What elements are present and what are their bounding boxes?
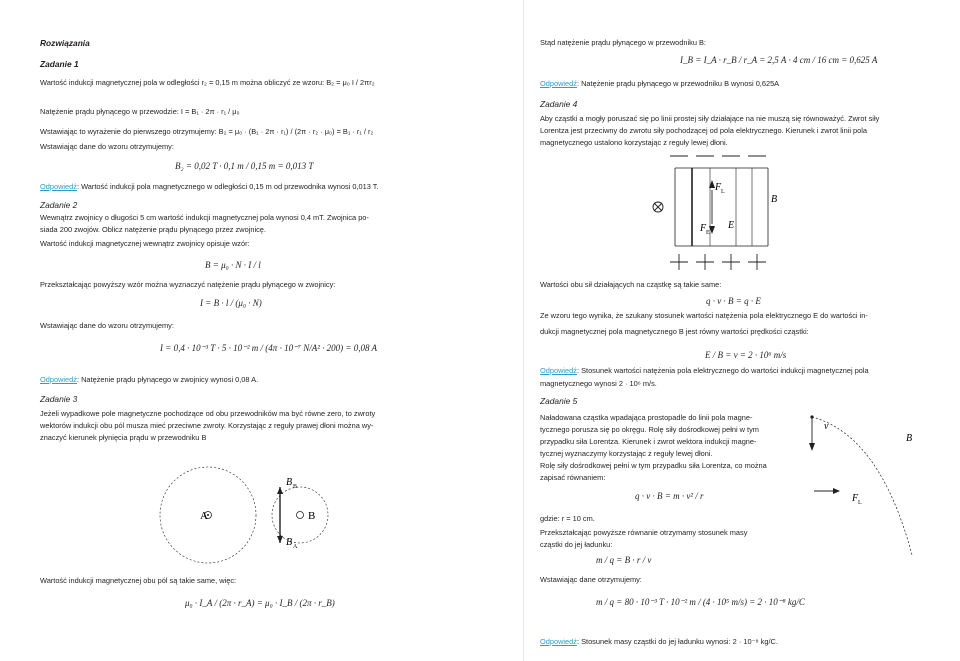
z4-b-label: B: [771, 194, 778, 205]
page-title: Rozwiązania: [40, 38, 90, 48]
z2-p2: Wartość indukcji magnetycznej wewnątrz zwojnicy opisuje wzór:: [40, 239, 250, 248]
z3-p1a: Jeżeli wypadkowe pole magnetyczne pochodzące od obu przewodników ma być równe zero, to zwroty: [40, 409, 376, 418]
z4-fl-sub: L: [721, 189, 725, 195]
z2-eq3: I = 0,4 · 10⁻³ T · 5 · 10⁻² m / (4π · 10⁻⁷ N/A² · 200) = 0,08 A: [160, 343, 378, 353]
column-divider: [523, 0, 524, 661]
z3-label-a: A: [200, 510, 208, 522]
z3-vector-bb: B: [286, 477, 293, 488]
z5-p2b: zapisać równaniem:: [540, 473, 606, 482]
z5-eq3: m / q = 80 · 10⁻³ T · 10⁻² m / (4 · 10⁵ m/s) = 2 · 10⁻⁸ kg/C: [596, 597, 805, 607]
z4-e-label: E: [728, 220, 735, 231]
z4-answer: [540, 367, 869, 376]
z5-diagram: [800, 405, 940, 565]
z3-p2: Wartość indukcji magnetycznej obu pól są takie same, więc:: [40, 576, 237, 585]
z5-answer-label: Odpowiedź: [540, 637, 577, 646]
z4-p2: Wartości obu sił działających na cząstkę są takie same:: [540, 280, 722, 289]
z5-force-arrow-icon: [833, 488, 840, 494]
z2-p1a: Wewnątrz zwojnicy o długości 5 cm wartość indukcji magnetycznej pola wynosi 0,4 mT. Zwojnica po-: [40, 213, 369, 222]
z4-p1a: Aby cząstki a mogły poruszać się po linii prostej siły działające na nie muszą się równoważyć. Zwrot siły: [540, 114, 880, 123]
z3-heading: Zadanie 3: [40, 394, 78, 404]
z5-velocity-arrow-icon: [809, 443, 815, 451]
z3-diagram: [140, 447, 380, 569]
z2-p4: Wstawiając dane do wzoru otrzymujemy:: [40, 321, 174, 330]
z5-p1d: tycznej wyznaczymy korzystając z reguły lewej dłoni.: [540, 449, 713, 458]
z5-particle-icon: [810, 415, 813, 418]
z5-p4a: Przekształcając powyższe równanie otrzymamy stosunek masy: [540, 528, 748, 537]
z3-p1c: znaczyć kierunek płynięcia prądu w przewodniku B: [40, 433, 207, 442]
z5-f-label: F: [852, 493, 859, 504]
z1-p2: Natężenie prądu płynącego w przewodzie: I = B₁ · 2π · r₁ / μ₀: [40, 107, 240, 116]
z5-p2a: Rolę siły dośrodkowej pełni w tym przypadku siła Lorentza, co można: [540, 461, 767, 470]
z3-arrow-up-icon: [277, 487, 283, 494]
z1-p3: Wstawiając to wyrażenie do pierwszego otrzymujemy: B₂ = μ₀ · (B₁ · 2π · r₁) / (2π · r₂ · μ₀) = B₁ · r₁ / r₂: [40, 127, 374, 136]
z5-f-sub: L: [858, 500, 862, 506]
z4-diagram: [640, 150, 800, 274]
z4-answer-label: Odpowiedź: [540, 366, 577, 375]
z5-p1b: tycznego porusza się po okręgu. Rolę siły dośrodkowej pełni w tym: [540, 425, 759, 434]
z3c-answer-label: Odpowiedź: [540, 79, 577, 88]
z5-answer: [540, 638, 778, 647]
z4-fe-sub: E: [706, 230, 710, 236]
z3-arrow-down-icon: [277, 536, 283, 543]
z2-eq1: B = μ₀ · N · I / l: [205, 260, 261, 270]
z5-p5: Wstawiając dane otrzymujemy:: [540, 575, 642, 584]
z5-eq2: m / q = B · r / v: [596, 555, 652, 565]
z2-eq2: I = B · l / (μ₀ · N): [200, 298, 262, 308]
z1-answer-label: Odpowiedź: [40, 182, 77, 191]
z1-answer-text: : Wartość indukcji pola magnetycznego w odległości 0,15 m od przewodnika wynosi 0,013 T.: [76, 182, 379, 191]
z3-vector-bb-sub: B: [293, 484, 298, 490]
z4-heading: Zadanie 4: [540, 99, 578, 109]
z5-p3: gdzie: r = 10 cm.: [540, 514, 595, 523]
z3-eq: μ₀ · I_A / (2π · r_A) = μ₀ · I_B / (2π · r_B): [185, 598, 335, 608]
z4-plus-plate: [670, 254, 766, 270]
z1-intro: Wartość indukcji magnetycznej pola w odległości r₂ = 0,15 m można obliczyć ze wzoru: B₂ = μ₀ I / 2πr₂: [40, 78, 375, 87]
z4-eq1: q · v · B = q · E: [706, 296, 761, 306]
z5-p1a: Naładowana cząstka wpadająca prostopadle do linii pola magne-: [540, 413, 753, 422]
z1-answer: [40, 183, 379, 192]
z1-equation: B₂ = 0,02 T · 0,1 m / 0,15 m = 0,013 T: [175, 161, 314, 171]
z2-p3: Przekształcając powyższy wzór można wyznaczyć natężenie prądu płynącego w zwojnicy:: [40, 280, 336, 289]
z2-heading: Zadanie 2: [40, 200, 78, 210]
z5-answer-text: : Stosunek masy cząstki do jej ładunku wynosi: 2 · 10⁻⁸ kg/C.: [576, 637, 778, 646]
z3c-eq: I_B = I_A · r_B / r_A = 2,5 A · 4 cm / 16 cm = 0,625 A: [680, 55, 878, 65]
z4-fl-label: F: [715, 182, 722, 193]
z2-p1b: siada 200 zwojów. Oblicz natężenie prądu płynącego przez zwojnicę.: [40, 225, 266, 234]
z4-p3b: dukcji magnetycznej pola magnetycznego B jest równy wartości prędkości cząstki:: [540, 327, 809, 336]
z3-vector-ba: B: [286, 537, 293, 548]
z5-trajectory: [812, 417, 912, 555]
z3c-answer: [540, 80, 779, 89]
z5-heading: Zadanie 5: [540, 396, 578, 406]
z4-eq2: E / B = v = 2 · 10⁶ m/s: [705, 350, 787, 360]
z2-answer-label: Odpowiedź: [40, 375, 77, 384]
z1-p4: Wstawiając dane do wzoru otrzymujemy:: [40, 142, 174, 151]
z5-p1c: przypadku siła Lorentza. Kierunek i zwrot wektora indukcji magne-: [540, 437, 757, 446]
z3-wire-b-icon: [297, 512, 304, 519]
z4-answer-text: : Stosunek wartości natężenia pola elektrycznego do wartości indukcji magnetycznej pola: [576, 366, 869, 375]
z4-p3a: Ze wzoru tego wynika, że szukany stosunek wartości natężenia pola elektrycznego E do wartości in-: [540, 311, 868, 320]
z4-answer-b: magnetycznego wynosi 2 · 10⁶ m/s.: [540, 379, 657, 388]
z5-eq1: q · v · B = m · v² / r: [635, 491, 704, 501]
z4-p1b: Lorentza jest przeciwny do zwrotu siły pochodzącej od pola elektrycznego. Kierunek i zwrot linii pola: [540, 126, 867, 135]
z5-p4b: cząstki do jej ładunku:: [540, 540, 613, 549]
z5-b-label: B: [906, 433, 913, 444]
z4-fe-label: F: [700, 223, 707, 234]
z3c-p1: Stąd natężenie prądu płynącego w przewodniku B:: [540, 38, 706, 47]
z5-v-label: v: [824, 421, 829, 432]
z4-p1c: magnetycznego ustalono korzystając z reguły lewej dłoni.: [540, 138, 728, 147]
z3c-answer-text: : Natężenie prądu płynącego w przewodniku B wynosi 0,625A: [576, 79, 780, 88]
z3-vector-ba-sub: A: [293, 544, 298, 550]
z2-answer: [40, 376, 258, 385]
z3-p1b: wektorów indukcji obu pól musza mieć przeciwne zwroty. Korzystając z reguły prawej dłoni można wy-: [40, 421, 374, 430]
z2-answer-text: : Natężenie prądu płynącego w zwojnicy wynosi 0,08 A.: [76, 375, 259, 384]
z1-heading: Zadanie 1: [40, 59, 79, 69]
z3-label-b: B: [308, 510, 316, 522]
